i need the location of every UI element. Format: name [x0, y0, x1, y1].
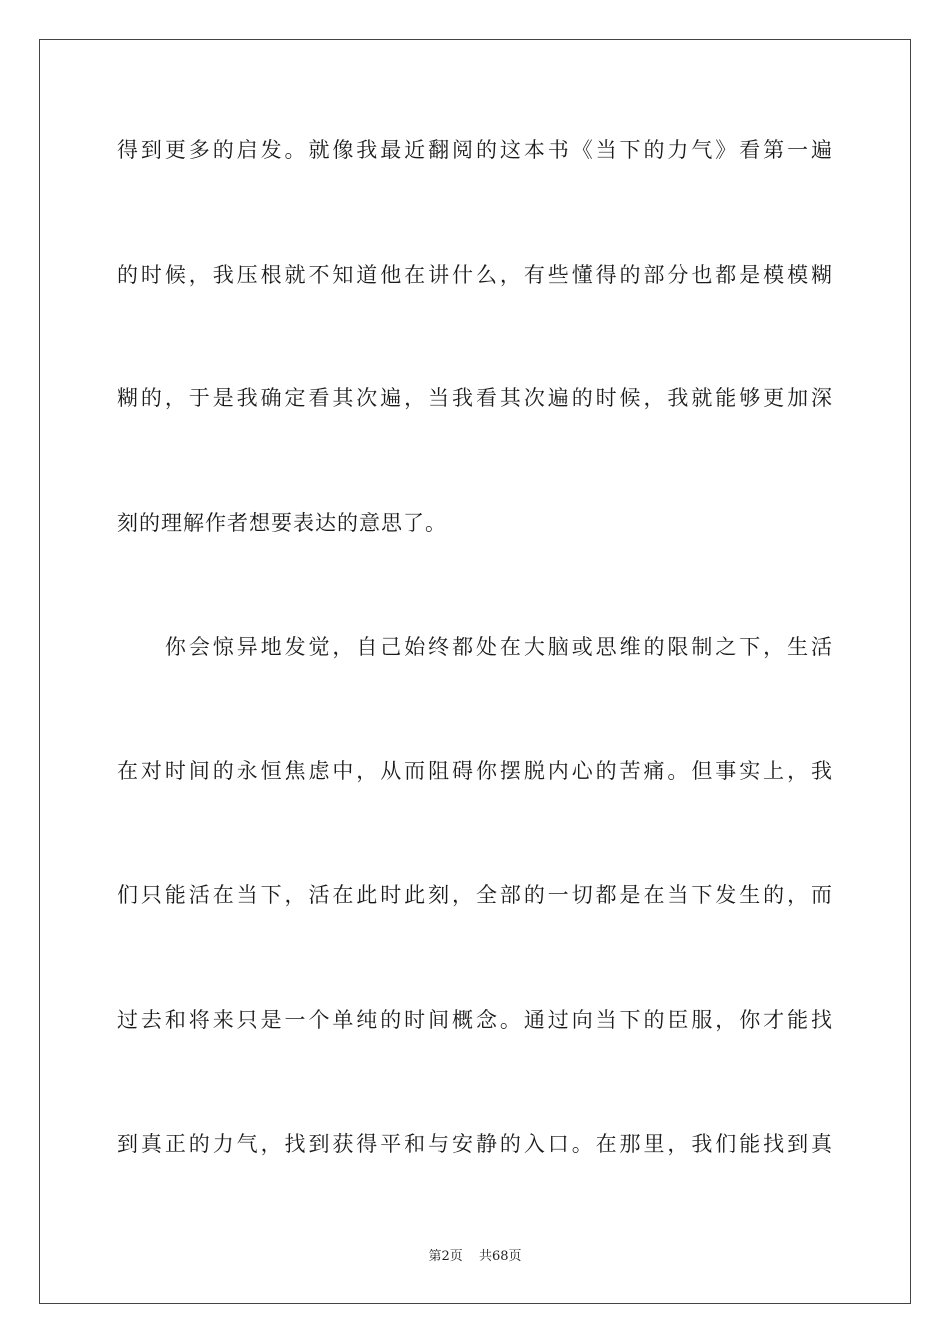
page-number: 第2页 [428, 1249, 463, 1264]
paragraph-2-line-1 [117, 633, 833, 661]
text-line-9: 到真正的力气，找到获得平和与安静的入口。在那里，我们能找到真 [117, 1132, 833, 1156]
total-pages: 共68页 [478, 1249, 522, 1264]
text-line-4: 刻的理解作者想要表达的意思了。 [117, 511, 447, 535]
text-line-2: 的时候，我压根就不知道他在讲什么，有些懂得的部分也都是模模糊 [117, 263, 833, 287]
text-line-1: 得到更多的启发。就像我最近翻阅的这本书《当下的力气》看第一遍 [117, 138, 833, 162]
text-line-8: 过去和将来只是一个单纯的时间概念。通过向当下的臣服，你才能找 [117, 1008, 833, 1032]
text-line-6: 在对时间的永恒焦虑中，从而阻碍你摆脱内心的苦痛。但事实上，我 [117, 759, 833, 783]
page-border [39, 39, 911, 1304]
text-line-7: 们只能活在当下，活在此时此刻，全部的一切都是在当下发生的，而 [117, 883, 833, 907]
text-line-3: 糊的，于是我确定看其次遍，当我看其次遍的时候，我就能够更加深 [117, 386, 833, 410]
page-footer [0, 1248, 950, 1266]
text-line-5: 你会惊异地发觉，自己始终都处在大脑或思维的限制之下，生活 [163, 635, 833, 659]
